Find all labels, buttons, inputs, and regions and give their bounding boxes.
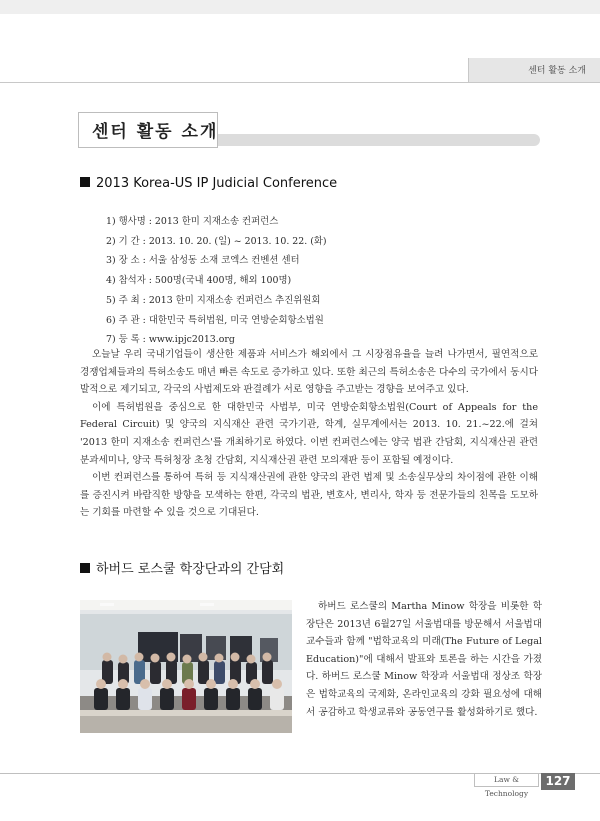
footer-label: Law & Technology bbox=[474, 773, 539, 787]
running-header: 센터 활동 소개 bbox=[528, 66, 586, 76]
info-row: 7) 등 록 : www.ipjc2013.org bbox=[106, 334, 235, 346]
page-title: 센터 활동 소개 bbox=[92, 122, 219, 142]
title-underbar bbox=[210, 134, 540, 146]
section-heading-conference bbox=[80, 176, 337, 191]
conference-body bbox=[80, 346, 538, 522]
info-row: 2) 기 간 : 2013. 10. 20. (일) ~ 2013. 10. 22. (화) bbox=[106, 235, 327, 247]
group-photo bbox=[80, 600, 292, 733]
section-heading-harvard bbox=[80, 558, 284, 577]
page-number: 127 bbox=[541, 773, 575, 790]
info-row: 1) 행사명 : 2013 한미 지재소송 컨퍼런스 bbox=[106, 216, 279, 227]
square-bullet-icon bbox=[80, 563, 90, 573]
top-band bbox=[0, 0, 600, 14]
paragraph: 오늘날 우리 국내기업들이 생산한 제품과 서비스가 해외에서 그 시장점유율을 늘려 나가면서, 필연적으로 경쟁업체들과의 특허소송도 매년 빠른 속도로 증가하고 있다. 또한 최근의 특허소송은 다수의 국가에서 동시다발적으로 제기되고, 각국의 사법제도와 판결례가 서로 영향을 주고받는 경향을 보여주고 있다. bbox=[80, 349, 538, 396]
info-row: 4) 참석자 : 500명(국내 400명, 해외 100명) bbox=[106, 275, 292, 287]
paragraph: 이번 컨퍼런스를 통하여 특허 등 지식재산권에 관한 양국의 관련 법제 및 소송실무상의 차이점에 관한 이해를 증진시켜 바람직한 방향을 모색하는 한편, 각국의 법관, 변호사, 변리사, 학자 등 전문가들의 친목을 도모하는 기회를 마련할 수 있을 것으로 기대된다. bbox=[80, 472, 538, 519]
section-heading-text: 하버드 로스쿨 학장단과의 간담회 bbox=[96, 562, 285, 577]
paragraph: 이에 특허법원을 중심으로 한 대한민국 사법부, 미국 연방순회항소법원(Court of Appeals for the Federal Circuit) 및 양국의 지식재산 관련 국가기관, 학계, 실무계에서는 2013. 10. 21.~22.에 걸쳐 '2013 한미 지재소송 컨퍼런스'를 개최하기로 하였다. 이번 컨퍼런스에는 양국 법관 간담회, 지식재산권 관련 분과세미나, 양국 특허청장 초청 간담회, 지식재산권 관련 모의재판 등이 포함될 예정이다. bbox=[80, 401, 538, 466]
event-info-list bbox=[106, 212, 327, 350]
info-row: 6) 주 관 : 대한민국 특허법원, 미국 연방순회항소법원 bbox=[106, 314, 324, 326]
info-row: 3) 장 소 : 서울 삼성동 소재 코엑스 컨벤션 센터 bbox=[106, 255, 300, 267]
group-photo-illustration bbox=[80, 600, 292, 733]
harvard-body bbox=[306, 598, 542, 721]
info-row: 5) 주 최 : 2013 한미 지재소송 컨퍼런스 추진위원회 bbox=[106, 294, 321, 306]
square-bullet-icon bbox=[80, 177, 90, 187]
header-rule bbox=[0, 82, 600, 83]
paragraph: 하버드 로스쿨의 Martha Minow 학장을 비롯한 학장단은 2013년 6월27일 서울법대를 방문해서 서울법대 교수들과 함께 "법학교육의 미래(The Future of Legal Education)"에 대해서 발표와 토론을 하는 시간을 가졌다. 하버드 로스쿨 Minow 학장과 서울법대 정상조 학장은 법학교육의 국제화, 온라인교육의 강화 필요성에 대해서 공감하고 학생교류와 공동연구를 활성화하기로 했다. bbox=[306, 601, 542, 718]
section-heading-text: 2013 Korea-US IP Judicial Conference bbox=[96, 176, 338, 191]
